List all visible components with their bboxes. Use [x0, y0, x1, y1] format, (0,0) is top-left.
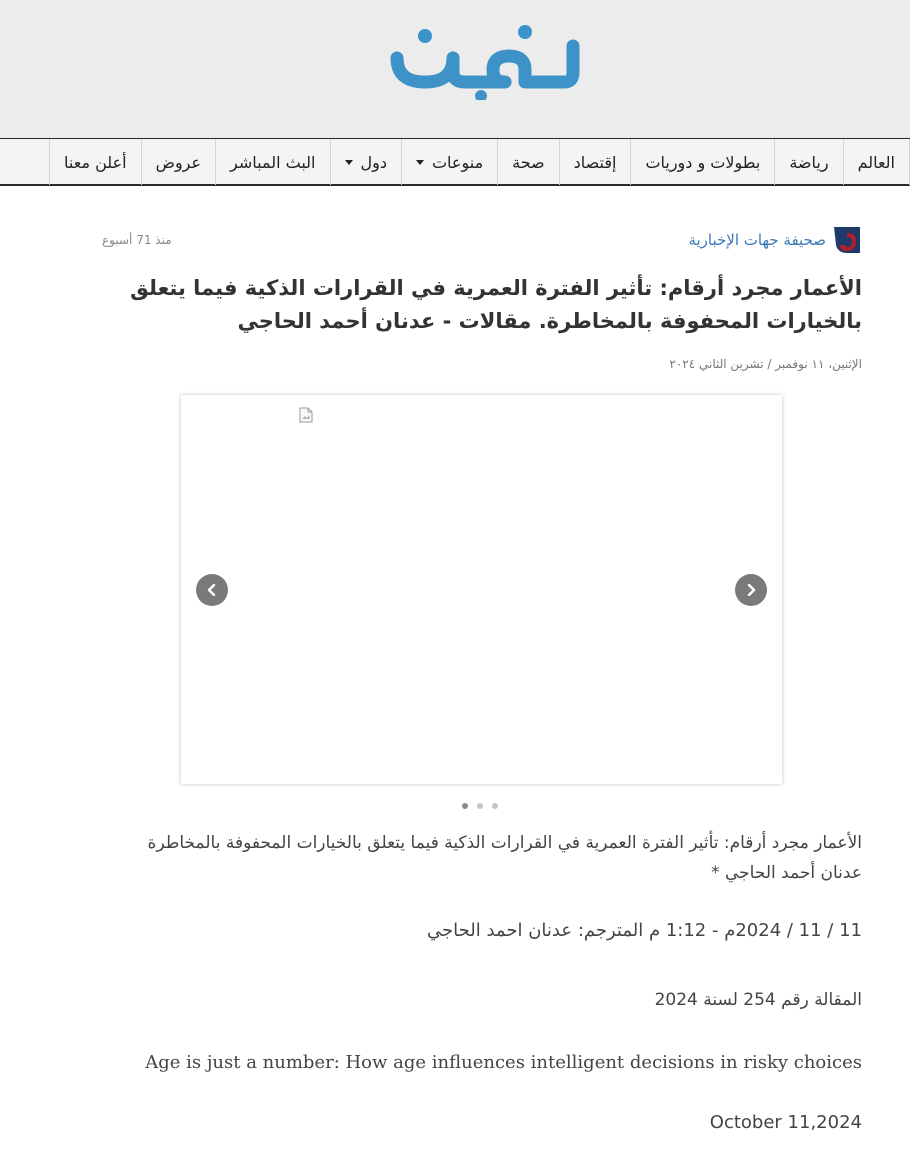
broken-image-icon: [299, 407, 313, 423]
nav-item-economy[interactable]: [559, 139, 631, 185]
carousel-indicators: [462, 803, 498, 809]
article-paragraph: المقالة رقم 254 لسنة 2024: [654, 990, 862, 1010]
nav-item-label: العالم: [857, 152, 895, 172]
carousel-dot[interactable]: [462, 803, 468, 809]
article-date: الإثنين، ١١ نوفمبر / تشرين الثاني ٢٠٢٤: [669, 357, 862, 371]
carousel-dot[interactable]: [477, 803, 483, 809]
source-name[interactable]: صحيفة جهات الإخبارية: [688, 231, 826, 249]
nav-item-world[interactable]: [843, 139, 910, 185]
nav-item-health[interactable]: [497, 139, 559, 185]
time-ago: منذ 71 أسبوع: [102, 233, 172, 247]
article-source[interactable]: [688, 225, 862, 255]
source-logo-icon: [832, 225, 862, 255]
nav-item-live[interactable]: [215, 139, 329, 185]
caret-down-icon: [345, 160, 353, 165]
chevron-right-icon: [745, 584, 757, 596]
article-paragraph: October 11,2024: [709, 1112, 862, 1133]
article-paragraph: الأعمار مجرد أرقام: تأثير الفترة العمرية في القرارات الذكية فيما يتعلق بالخيارات المحفوفة بالمخاطرة عدنان أحمد الحاجي *: [147, 833, 862, 883]
image-carousel: [181, 395, 782, 784]
nav-item-label: بطولات و دوريات: [645, 152, 761, 172]
nav-item-misc[interactable]: [401, 139, 497, 185]
nav-item-countries[interactable]: [330, 139, 401, 185]
carousel-next-button[interactable]: [735, 574, 767, 606]
nav-item-label: عروض: [155, 152, 202, 172]
article-paragraph: Age is just a number: How age influences intelligent decisions in risky choices: [145, 1052, 862, 1073]
nav-item-label: إقتصاد: [573, 152, 617, 172]
article-title: الأعمار مجرد أرقام: تأثير الفترة العمرية في القرارات الذكية فيما يتعلق بالخيارات المحفوفة بالمخاطرة. مقالات - عدنان أحمد الحاجي: [130, 276, 862, 333]
carousel-dot[interactable]: [492, 803, 498, 809]
nav-item-label: البث المباشر: [230, 152, 316, 172]
site-logo[interactable]: [385, 20, 585, 100]
main-nav: [0, 138, 910, 186]
nav-item-advertise[interactable]: [49, 139, 141, 185]
article-paragraph: 11 / 11 / 2024م - 1:12 م المترجم: عدنان احمد الحاجي: [427, 920, 862, 941]
nav-item-label: أعلن معنا: [64, 152, 127, 172]
nav-item-label: منوعات: [431, 152, 484, 172]
chevron-left-icon: [206, 584, 218, 596]
site-header: [0, 0, 910, 138]
nav-item-label: دول: [360, 152, 387, 172]
nav-item-tournaments[interactable]: [630, 139, 774, 185]
carousel-prev-button[interactable]: [196, 574, 228, 606]
caret-down-icon: [416, 160, 424, 165]
nav-item-label: رياضة: [789, 152, 829, 172]
nav-item-sports[interactable]: [774, 139, 842, 185]
nav-item-label: صحة: [512, 152, 545, 172]
nav-item-offers[interactable]: [141, 139, 215, 185]
